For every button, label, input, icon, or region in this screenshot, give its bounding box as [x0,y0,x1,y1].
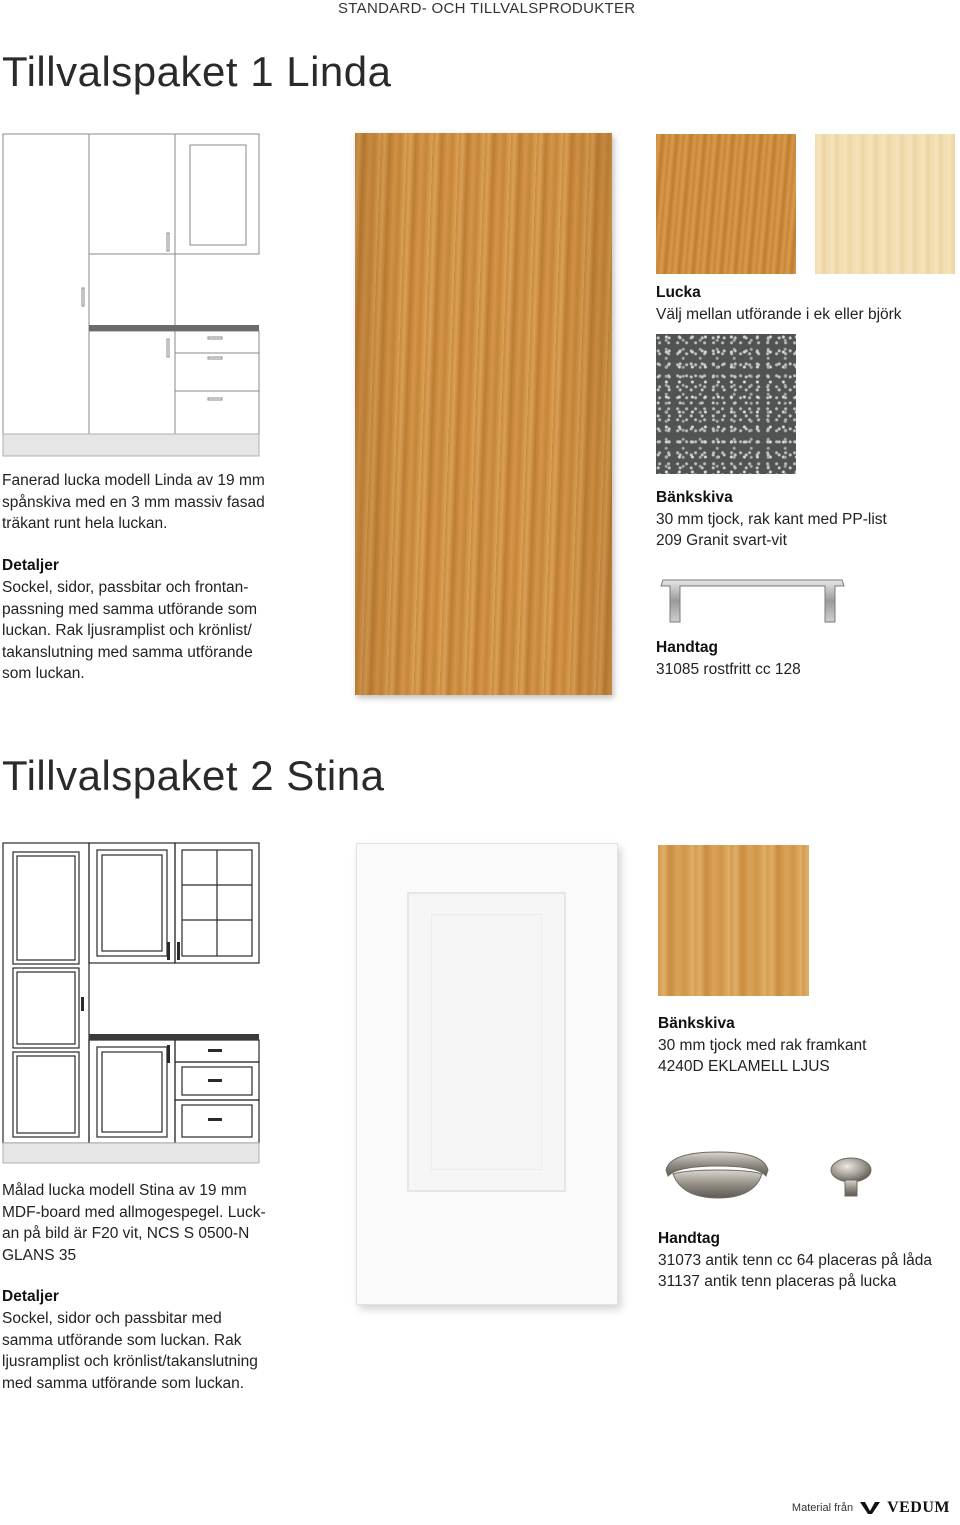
handtag1-heading: Handtag [656,639,718,656]
bankskiva2-line: 30 mm tjock med rak framkant [658,1036,867,1054]
footer [792,1499,950,1517]
details-line: ljusramplist och krönlist/takanslutning [2,1353,258,1370]
bankskiva1-label [656,487,887,552]
details-line: Sockel, sidor, passbitar och frontan- [2,579,249,596]
vedum-logo-icon [859,1501,881,1515]
swatch-bjork-image [815,134,955,274]
page-header: STANDARD- OCH TILLVALSPRODUKTER [338,0,636,17]
handtag2-line: 31073 antik tenn cc 64 placeras på låda [658,1251,933,1269]
details-line: luckan. Rak ljusramplist och krönlist/ [2,622,252,639]
door-stina-image [356,843,618,1305]
section1-details [2,577,302,685]
swatch-ek-image [656,134,796,274]
details-line: som luckan. [2,665,85,682]
handtag2-label [658,1228,932,1293]
handtag2-line: 31137 antik tenn placeras på lucka [658,1273,897,1290]
section2-title: Tillvalspaket 2 Stina [2,752,385,799]
lucka-label [656,282,902,325]
description-line: Fanerad lucka modell Linda av 19 mm [2,472,265,489]
description-line: GLANS 35 [2,1246,77,1264]
swatch-eklamell-image [658,845,809,996]
bankskiva2-label [658,1013,866,1078]
handles-antik-tenn-image [658,1140,898,1215]
details-line: passning med samma utförande som [2,600,258,618]
section1-details-heading: Detaljer [2,557,59,574]
swatch-granit-image [656,334,796,474]
door-linda-image [355,133,612,695]
door-panel [407,892,566,1192]
bankskiva1-line: 30 mm tjock, rak kant med PP-list [656,510,887,528]
handtag1-text: 31085 rostfritt cc 128 [656,660,801,678]
lucka-text: Välj mellan utförande i ek eller björk [656,305,902,323]
description-line: Målad lucka modell Stina av 19 mm [2,1182,247,1199]
description-line: MDF-board med allmogespegel. Luck- [2,1203,266,1221]
bankskiva1-line: 209 Granit svart-vit [656,532,787,549]
section1-description [2,470,302,535]
handle-31085-image [655,572,850,627]
knob-icon [831,1158,871,1182]
section2-details-heading: Detaljer [2,1288,59,1305]
description-line: träkant runt hela luckan. [2,515,168,532]
handtag1-label [656,637,801,680]
handtag2-heading: Handtag [658,1230,720,1247]
door-panel-inner [431,914,542,1170]
footer-text: Material från [791,1502,854,1514]
bankskiva2-heading: Bänkskiva [658,1015,735,1032]
kitchen-drawing-stina [2,842,262,1164]
section2-description [2,1180,302,1266]
bankskiva1-heading: Bänkskiva [656,489,733,506]
section1-title: Tillvalspaket 1 Linda [2,48,392,95]
kitchen-drawing-linda [2,133,262,459]
details-line: Sockel, sidor och passbitar med [2,1310,222,1327]
details-line: samma utförande som luckan. Rak [2,1331,242,1349]
description-line: an på bild är F20 vit, NCS S 0500-N [2,1225,250,1242]
details-line: med samma utförande som luckan. [2,1374,245,1392]
lucka-heading: Lucka [656,284,701,301]
section2-details [2,1308,302,1394]
footer-brand: VEDUM [887,1499,950,1516]
description-line: spånskiva med en 3 mm massiv fasad [2,493,265,511]
details-line: takanslutning med samma utförande [2,643,253,661]
bankskiva2-line: 4240D EKLAMELL LJUS [658,1058,830,1075]
